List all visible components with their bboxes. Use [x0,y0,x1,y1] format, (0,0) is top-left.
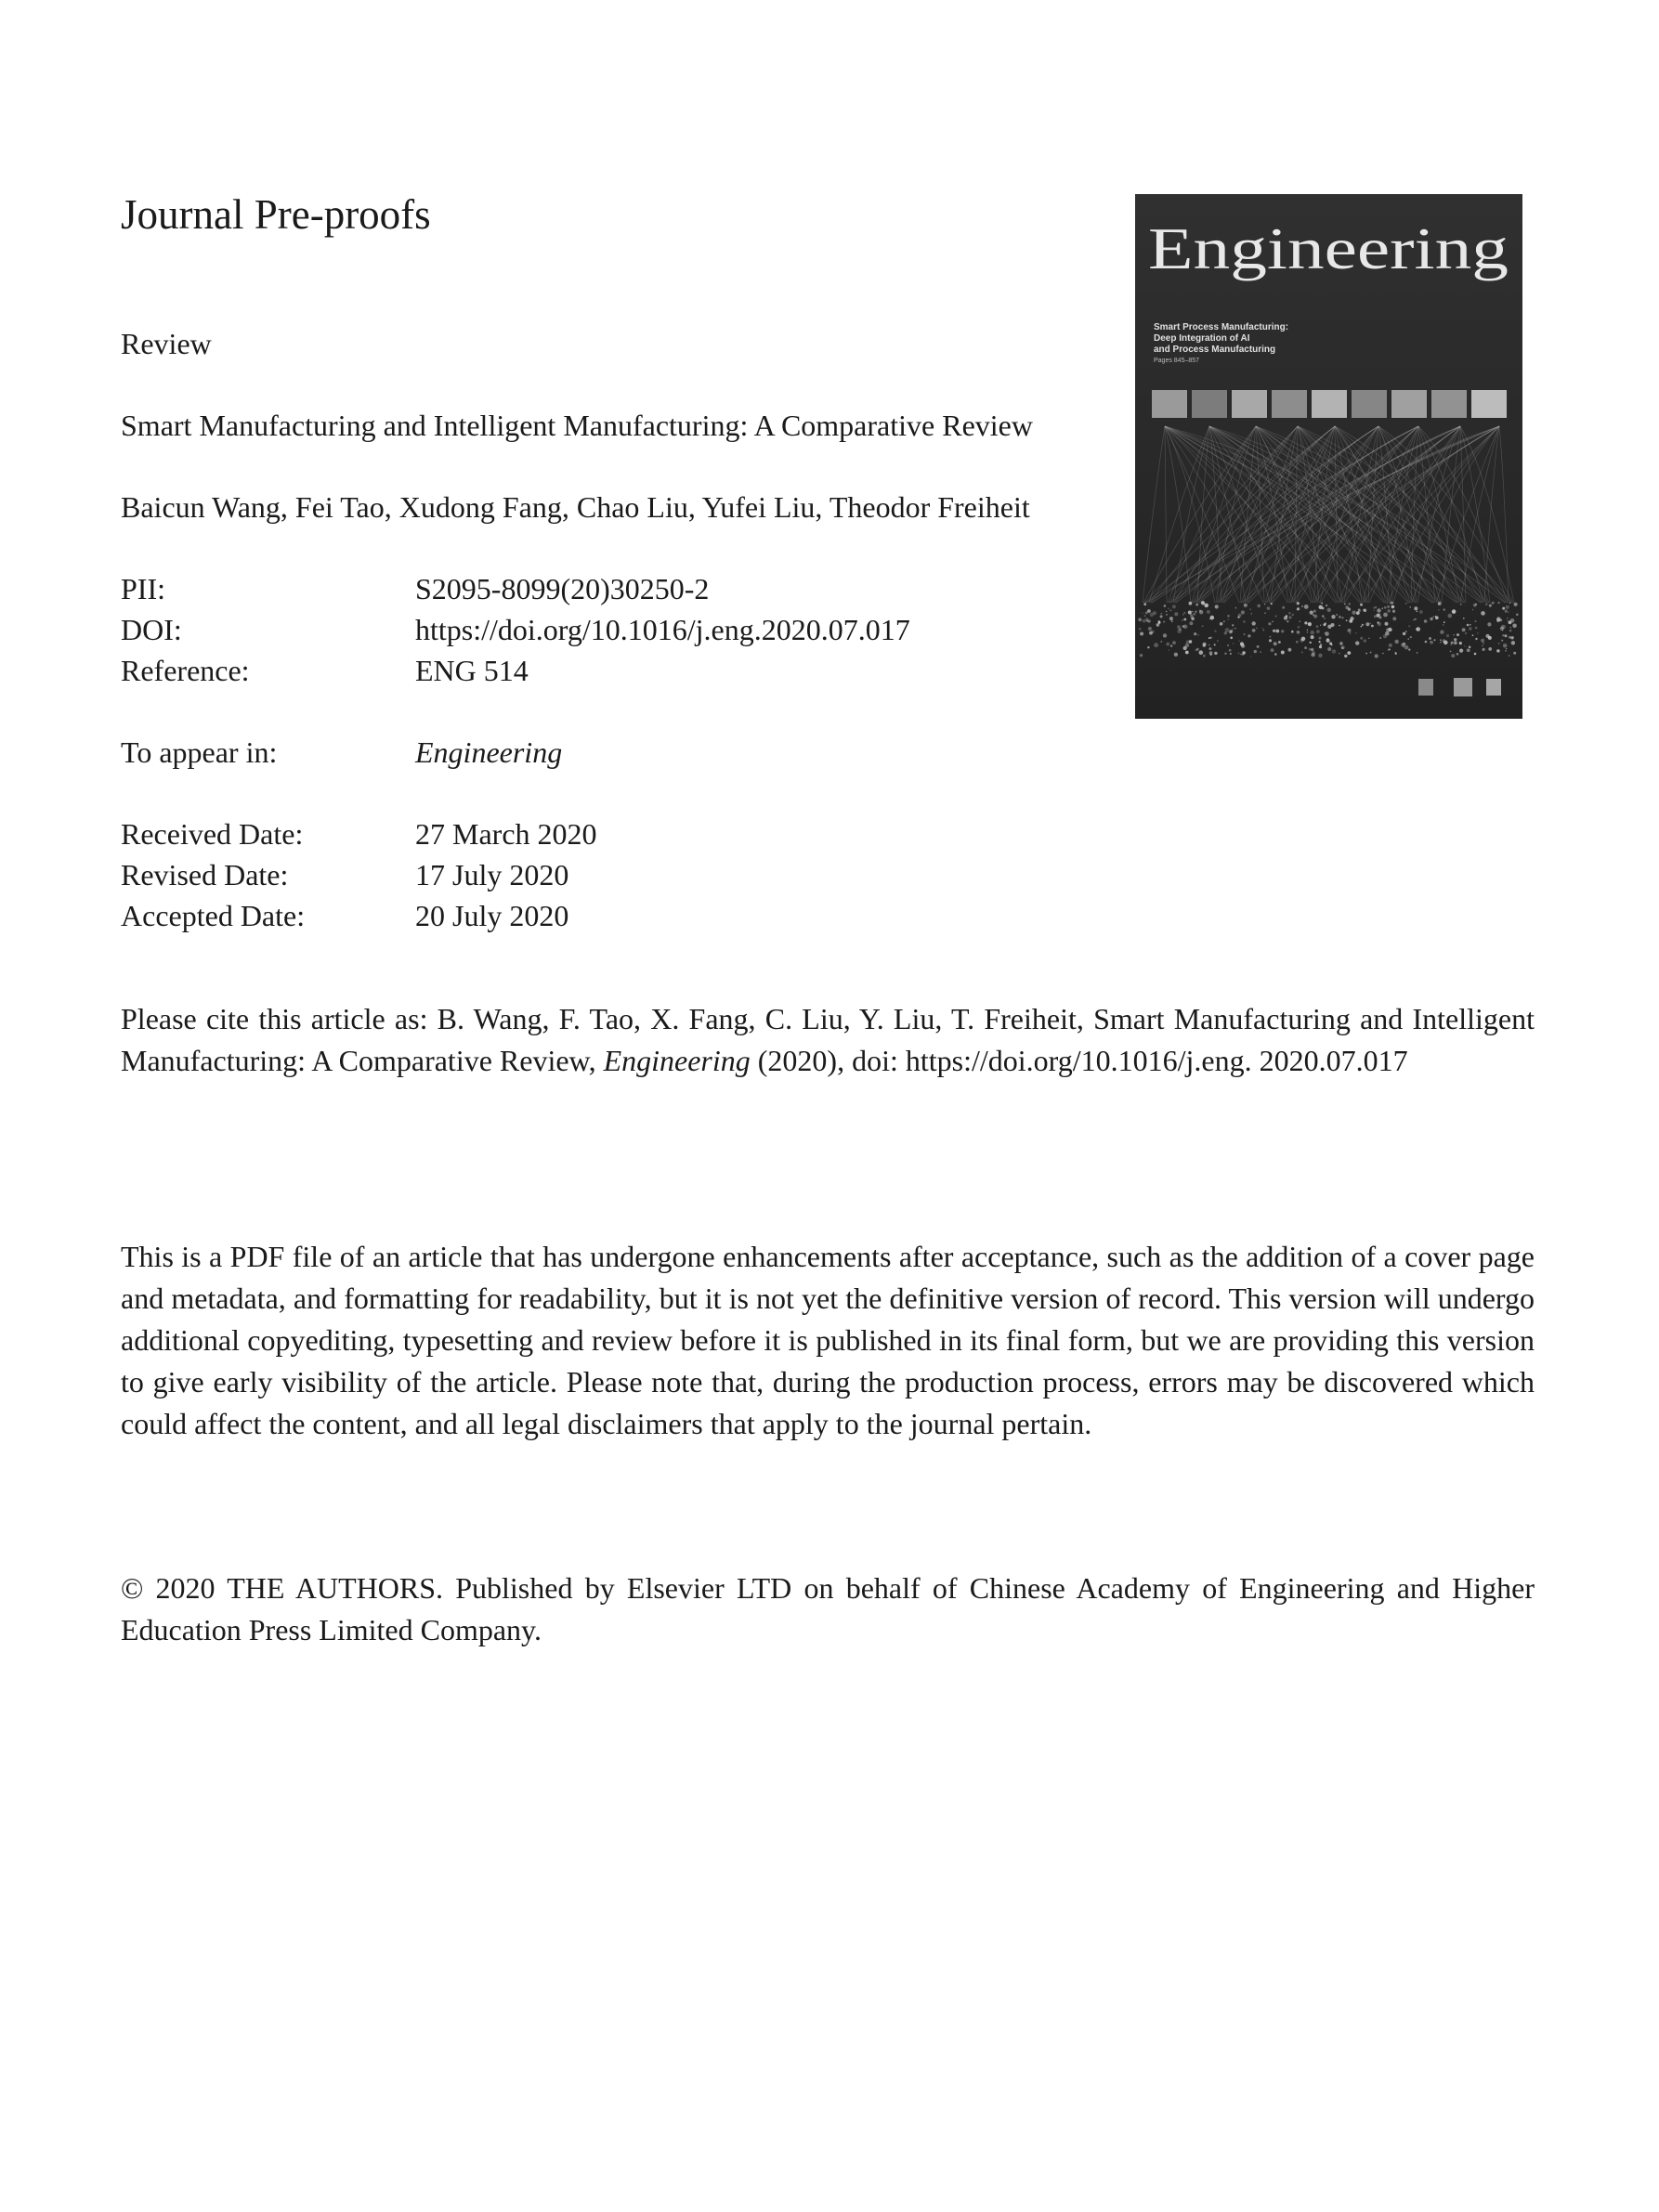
cover-subtitle-line3: and Process Manufacturing [1154,345,1276,355]
cover-subtitle-line2: Deep Integration of AI [1154,333,1250,344]
journal-pre-proofs-heading: Journal Pre-proofs [121,191,431,238]
article-title: Smart Manufacturing and Intelligent Manufacturing: A Comparative Review [121,409,1033,442]
cover-masthead: Engineering [1148,215,1509,281]
appear-journal: Engineering [415,735,563,769]
article-type: Review [121,327,212,360]
journal-cover-image [1135,194,1522,719]
reference-label: Reference: [121,654,250,687]
citation-suffix: (2020), doi: https://doi.org/10.1016/j.eng. 2020.07.017 [757,1044,1408,1077]
received-label: Received Date: [121,817,304,851]
cover-thumbnail-strip [1152,390,1507,418]
preproof-notice: This is a PDF file of an article that has undergone enhancements after acceptance, such as the addition of a cover page and metadata, and formatting for readability, but it is not yet the definitive version of record. This version will undergo additional copyediting, typesetting and review before it is published in its final form, but we are providing this version to give early visibility of the article. Please note that, during the production process, errors may be discovered which could affect the content, and all legal disclaimers that apply to the journal pertain. [121,1240,1535,1440]
accepted-label: Accepted Date: [121,899,306,932]
citation-paragraph [121,998,1535,1082]
citation-prefix: Please cite this article as: B. Wang, F. Tao, X. Fang, C. Liu, Y. Liu, T. Freiheit, Smart Manufacturing and Intelligent Manufacturing: A Comparative Review, [121,1002,1535,1077]
pii-value: S2095-8099(20)30250-2 [415,572,710,605]
copyright-notice: © 2020 THE AUTHORS. Published by Elsevier LTD on behalf of Chinese Academy of Engineering and Higher Education Press Limited Company. [121,1571,1535,1646]
reference-value: ENG 514 [415,654,529,687]
accepted-date: 20 July 2020 [415,899,569,932]
cover-publisher-logos [1418,678,1501,696]
pii-label: PII: [121,572,165,605]
cover-subtitle-line1: Smart Process Manufacturing: [1154,322,1289,332]
revised-label: Revised Date: [121,858,289,891]
doi-label: DOI: [121,613,182,646]
revised-date: 17 July 2020 [415,858,569,891]
cover-pages: Pages 845–857 [1154,358,1200,364]
received-date: 27 March 2020 [415,817,597,851]
doi-link[interactable]: https://doi.org/10.1016/j.eng.2020.07.017 [415,613,910,646]
article-authors: Baicun Wang, Fei Tao, Xudong Fang, Chao Liu, Yufei Liu, Theodor Freiheit [121,490,1030,524]
citation-journal: Engineering [603,1044,751,1077]
appear-label: To appear in: [121,735,278,769]
